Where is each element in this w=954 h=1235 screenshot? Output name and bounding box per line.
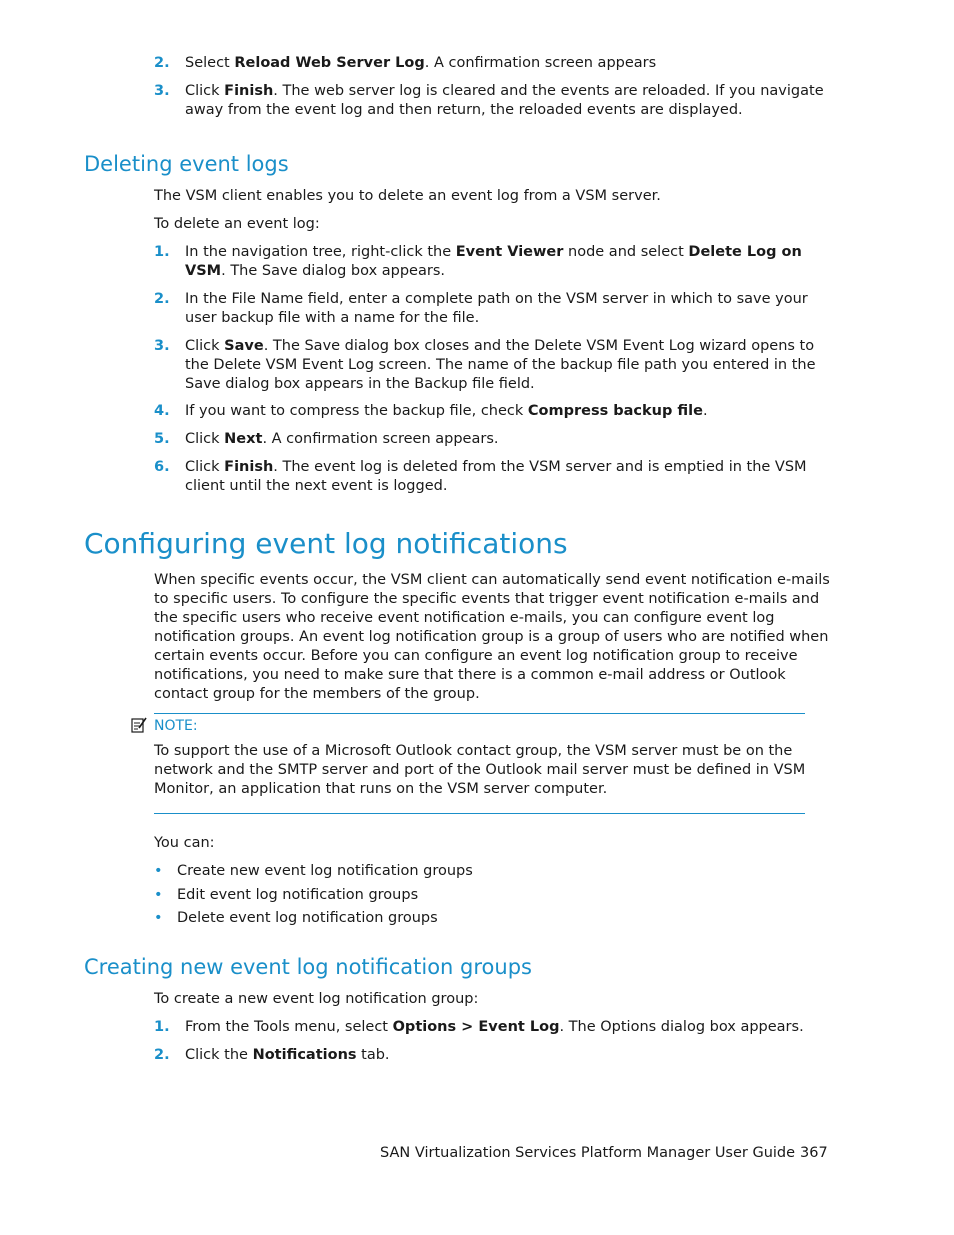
creating-lead: To create a new event log notification group: (154, 991, 479, 1007)
step-number: 1. (154, 1019, 170, 1035)
deleting-step-4 (154, 402, 834, 421)
bullet-text: Delete event log notification groups (177, 910, 438, 926)
text-run: . The Save dialog box appears. (221, 263, 445, 279)
ui-term: Finish (224, 83, 274, 99)
step-number: 2. (154, 55, 170, 71)
step-number: 3. (154, 338, 170, 354)
text-run: node and select (563, 244, 689, 260)
step-text (185, 1046, 834, 1065)
you-can-lead: You can: (154, 835, 215, 851)
text-run: Click (185, 83, 225, 99)
step-number: 6. (154, 459, 170, 475)
step-text (185, 243, 834, 281)
step-text (185, 458, 834, 496)
heading-configuring-notifications: Configuring event log notifications (84, 527, 568, 560)
text-run: . (702, 403, 708, 419)
page-number: 367 (800, 1145, 828, 1161)
deleting-step-6 (154, 458, 834, 496)
text-run: Select (185, 55, 235, 71)
step-text (185, 290, 834, 328)
bullet-item (154, 909, 834, 928)
step-number: 2. (154, 291, 170, 307)
ui-term: Options > Event Log (392, 1019, 560, 1035)
step-text (185, 402, 834, 421)
text-run: . The web server log is cleared and the events are reloaded. If you navigate away from the event log and then return, the reloaded events are displayed. (185, 83, 824, 118)
bullet-item (154, 862, 834, 881)
ui-term: Save (224, 338, 264, 354)
ui-term: Finish (224, 459, 274, 475)
ui-term: Event Viewer (455, 244, 564, 260)
deleting-step-1 (154, 243, 834, 281)
text-run: . The Options dialog box appears. (559, 1019, 804, 1035)
deleting-step-2 (154, 290, 834, 328)
step-number: 3. (154, 83, 170, 99)
note-label: NOTE: (154, 718, 198, 734)
ui-term: Notifications (252, 1047, 357, 1063)
text-run: Click (185, 459, 225, 475)
bullet-dot: • (154, 910, 163, 926)
text-run: . The event log is deleted from the VSM server and is emptied in the VSM client until the next event is logged. (185, 459, 807, 494)
text-run: . The Save dialog box closes and the Delete VSM Event Log wizard opens to the Delete VSM Event Log screen. The name of the backup file path you entered in the Save dialog box appears in the Backup file field. (185, 338, 816, 392)
note-top-rule (154, 713, 805, 714)
note-text: To support the use of a Microsoft Outlook contact group, the VSM server must be on the network and the SMTP server and port of the Outlook mail server must be defined in VSM Monitor, an application that runs on the VSM server computer. (154, 743, 806, 797)
page-footer (380, 1144, 830, 1163)
footer-title: SAN Virtualization Services Platform Manager User Guide (380, 1145, 796, 1161)
creating-step-2 (154, 1046, 834, 1065)
heading-creating-groups: Creating new event log notification groups (84, 955, 532, 979)
text-run: In the navigation tree, right-click the (185, 244, 456, 260)
deleting-intro: The VSM client enables you to delete an event log from a VSM server. (154, 188, 661, 204)
text-run: tab. (356, 1047, 390, 1063)
heading-deleting-event-logs: Deleting event logs (84, 152, 289, 176)
bullet-text: Create new event log notification groups (177, 863, 473, 879)
ui-term: Delete Log on VSM (185, 244, 802, 279)
deleting-lead: To delete an event log: (154, 216, 320, 232)
note-icon (130, 716, 148, 734)
step-number: 4. (154, 403, 170, 419)
ui-term: Reload Web Server Log (234, 55, 425, 71)
configuring-body: When specific events occur, the VSM client can automatically send event notification e-mails to specific users. To configure the specific events that trigger event notification e-mails and the specific users who receive event notification e-mails, you can configure event log notification groups. An event log notification group is a group of users who are notified when certain events occur. Before you can configure an event log notification group to receive notifications, you need to make sure that there is a common e-mail address or Outlook contact group for the members of the group. (154, 572, 830, 702)
step-number: 5. (154, 431, 170, 447)
text-run: Click the (185, 1047, 253, 1063)
step-text (185, 1018, 834, 1037)
deleting-step-3 (154, 337, 834, 394)
step-text (185, 82, 834, 120)
bullet-item (154, 886, 834, 905)
ui-term: Compress backup file (527, 403, 703, 419)
text-run: From the Tools menu, select (185, 1019, 393, 1035)
text-run: . A confirmation screen appears (424, 55, 657, 71)
text-run: Click (185, 431, 225, 447)
text-run: . A confirmation screen appears. (262, 431, 499, 447)
bullet-dot: • (154, 887, 163, 903)
step-number: 1. (154, 244, 170, 260)
step-text (185, 430, 834, 449)
bullet-text: Edit event log notification groups (177, 887, 419, 903)
text-run: If you want to compress the backup file, check (185, 403, 528, 419)
note-bottom-rule (154, 813, 805, 814)
step-2-reload (154, 54, 834, 73)
step-text (185, 337, 834, 394)
bullet-dot: • (154, 863, 163, 879)
ui-term: Next (224, 431, 263, 447)
deleting-step-5 (154, 430, 834, 449)
step-text (185, 54, 834, 73)
step-3-finish (154, 82, 834, 120)
text-run: In the File Name field, enter a complete path on the VSM server in which to save your user backup file with a name for the file. (185, 291, 808, 326)
creating-step-1 (154, 1018, 834, 1037)
step-number: 2. (154, 1047, 170, 1063)
text-run: Click (185, 338, 225, 354)
